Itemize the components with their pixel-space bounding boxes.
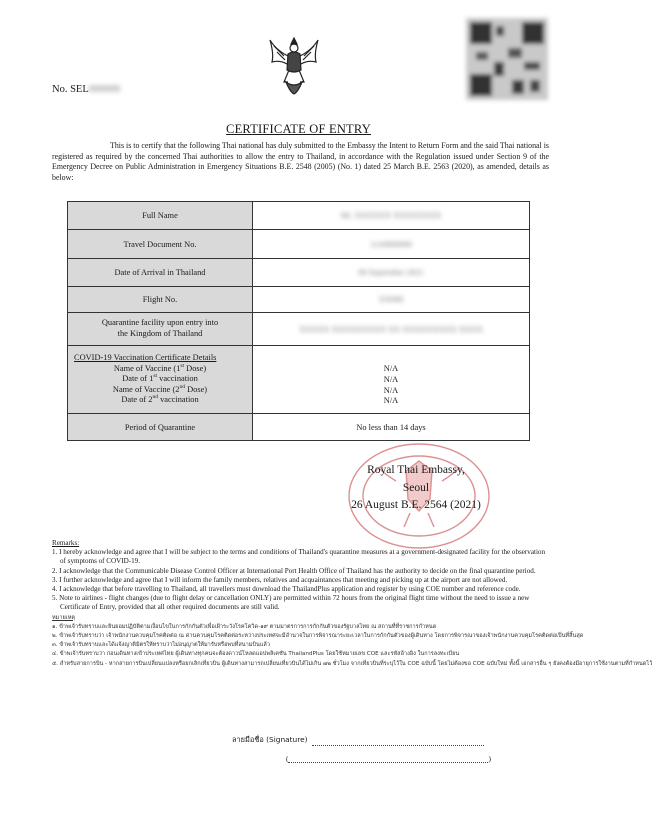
- certificate-title: CERTIFICATE OF ENTRY: [226, 122, 371, 136]
- thai-notes-section: [52, 614, 652, 669]
- qr-code: [466, 18, 548, 100]
- document-number-redacted: 000000: [88, 84, 121, 95]
- thai-note-item: ๑. ข้าพเจ้ารับทราบและยินยอมปฏิบัติตามเงื่อนไขในการกักกันตัวเพื่อเฝ้าระวังโรคโควิด-๑๙ ตามมาตรการการกักกันตัวของรัฐบาลไทย ณ สถานที่ที่ราชการกำหนด: [52, 623, 437, 630]
- arrival-date-label: Date of Arrival in Thailand: [68, 259, 253, 287]
- flight-number-value: XX000: [253, 287, 530, 313]
- remark-item: 4. I acknowledge that before travelling to Thailand, all travellers must download the ThailandPlus application and register by using COE number and reference code.: [52, 585, 521, 594]
- thai-notes-heading: หมายเหตุ: [52, 614, 76, 621]
- flight-number-label: Flight No.: [68, 287, 253, 313]
- table-row: [68, 287, 530, 313]
- vaccination-date-1-label: Date of 1st vaccination: [122, 373, 198, 384]
- intro-paragraph: This is to certify that the following Thai national has duly submitted to the Embassy the Intent to Return Form and the said Thai national is registered as required by the concerned Thai authorities to allow the entry to Thailand, in accordance with the Regulation issued under Section 9 of the Emergency Decree on Public Administration in Emergency Situations B.E. 2548 (2005) (No. 1) dated 25 March B.E. 2563 (2020), as amended, details as below:: [52, 141, 549, 182]
- table-row: [68, 313, 530, 346]
- table-row: [68, 414, 530, 441]
- quarantine-facility-value: XXXXX XXXXXXXXX XX XXXXXXXXX XXXX: [253, 313, 530, 346]
- embassy-city: Seoul: [402, 481, 430, 494]
- vaccination-date-2-value: N/A: [383, 396, 399, 406]
- vaccine-name-dose-1-value: N/A: [383, 364, 399, 374]
- travel-document-label: Travel Document No.: [68, 230, 253, 259]
- document-number: [52, 84, 120, 95]
- arrival-date-value: 00 September 2021: [253, 259, 530, 287]
- printed-name-field[interactable]: [288, 754, 488, 763]
- signature-line: [232, 734, 484, 746]
- vaccination-date-2-label: Date of 2nd vaccination: [121, 394, 199, 405]
- quarantine-facility-label: Quarantine facility upon entry into the Kingdom of Thailand: [68, 313, 253, 346]
- quarantine-period-label: Period of Quarantine: [68, 414, 253, 441]
- thai-note-item: ๓. ข้าพเจ้ารับทราบและได้แจ้งญาติมิตรให้ทราบว่าไม่อนุญาตให้มารับหรือพบที่สนามบินแล้ว: [52, 642, 270, 649]
- remark-item: 1. I hereby acknowledge and agree that I will be subject to the terms and conditions of Thailand's quarantine measures at a government-designated facility for the observation of symptoms of COVID-19.: [52, 548, 546, 566]
- signature-label: ลายมือชื่อ (Signature): [232, 735, 308, 744]
- garuda-emblem-icon: [268, 36, 320, 96]
- signature-field[interactable]: [312, 737, 484, 746]
- vaccination-header: COVID-19 Vaccination Certificate Details: [74, 353, 217, 363]
- full-name-label: Full Name: [68, 202, 253, 230]
- vaccination-details-label: [68, 346, 253, 414]
- remark-item: 5. Note to airlines - flight changes (due to flight delay or cancellation ONLY) are permitted within 72 hours from the original flight time without the need to issue a new Certificate of Entry, provided that all other required documents are still valid.: [52, 594, 530, 612]
- remark-item: 3. I further acknowledge and agree that I will inform the family members, relatives and acquaintances that meeting and picking up at the airport are not allowed.: [52, 575, 508, 584]
- quarantine-period-value: No less than 14 days: [253, 414, 530, 441]
- table-row: [68, 230, 530, 259]
- table-row: [68, 202, 530, 230]
- embassy-signature-block: [316, 462, 516, 515]
- issue-date: 26 August B.E. 2564 (2021): [351, 499, 481, 511]
- printed-name-line: ( ): [286, 754, 491, 763]
- remarks-section: [52, 539, 652, 669]
- vaccine-name-dose-2-label: Name of Vaccine (2nd Dose): [112, 384, 208, 394]
- document-number-prefix: No. SEL: [52, 84, 89, 95]
- table-row: [68, 346, 530, 414]
- vaccination-date-1-value: N/A: [383, 374, 399, 384]
- embassy-name: Royal Thai Embassy,: [367, 464, 465, 476]
- travel-document-value: AA0000000: [253, 230, 530, 259]
- remarks-heading: Remarks:: [52, 539, 80, 547]
- remark-item: 2. I acknowledge that the Communicable Disease Control Officer at International Port Health Office of Thailand has the authority to decide on the final quarantine period.: [52, 566, 536, 575]
- details-table: [67, 201, 530, 441]
- thai-note-item: ๕. สำหรับสายการบิน - หากสายการบินเปลี่ยนแปลงหรือยกเลิกเที่ยวบิน ผู้เดินทางสามารถเปลี่ยนเที่ยวบินได้ไม่เกิน ๗๒ ชั่วโมง จากเที่ยวบินที่ระบุไว้ใน COE ฉบับนี้ โดยไม่ต้องขอ COE ฉบับใหม่ ทั้งนี้ เอกสารอื่น ๆ ยังคงต้องมีอายุการใช้งานตามที่กำหนดไว้: [52, 660, 652, 667]
- thai-note-item: ๒. ข้าพเจ้ารับทราบว่า เจ้าพนักงานควบคุมโรคติดต่อ ณ ด่านควบคุมโรคติดต่อระหว่างประเทศจะมีอำนาจในการพิจารณาระยะเวลาในการกักกันตัวของผู้เดินทาง โดยการพิจารณาของเจ้าพนักงานควบคุมโรคติดต่อเป็นที่สิ้นสุด: [52, 633, 584, 640]
- table-row: [68, 259, 530, 287]
- vaccine-name-dose-1-label: Name of Vaccine (1st Dose): [113, 362, 207, 373]
- vaccine-name-dose-2-value: N/A: [383, 385, 399, 395]
- full-name-value: Mr. XXXXXX XXXXXXXX: [253, 202, 530, 230]
- thai-note-item: ๔. ข้าพเจ้ารับทราบว่า ก่อนเดินทางเข้าประเทศไทย ผู้เดินทางทุกคนจะต้องดาวน์โหลดแอปพลิเคชัน ThailandPlus โดยใช้หมายเลข COE และรหัสอ้างอิง ในการลงทะเบียน: [52, 651, 460, 658]
- vaccination-details-values: [253, 346, 530, 414]
